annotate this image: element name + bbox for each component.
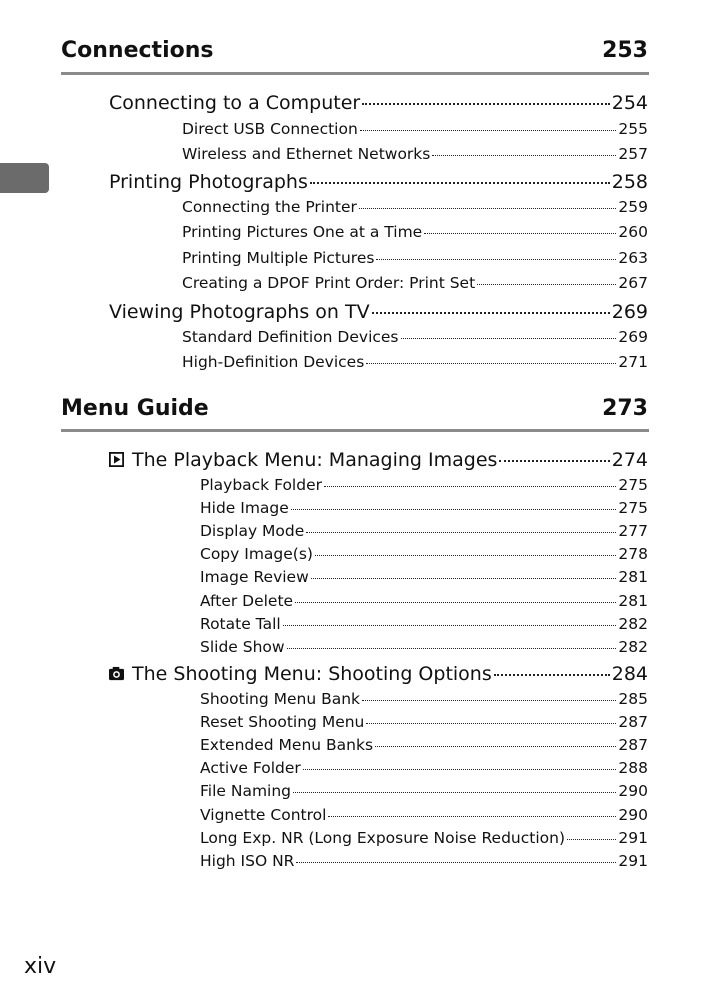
toc-entry [200, 734, 648, 756]
toc-entry-title [109, 661, 492, 687]
toc-leader-dots [372, 312, 610, 314]
section-title: Menu Guide [61, 396, 209, 421]
toc-entry-title: Extended Menu Banks [200, 736, 374, 754]
toc-entry [200, 636, 648, 658]
toc-entry-page: 271 [618, 353, 648, 371]
toc-entry-page: 284 [611, 663, 648, 685]
toc-entry-title: High ISO NR [200, 852, 295, 870]
toc-entry-title: Wireless and Ethernet Networks [182, 145, 431, 163]
toc-leader-dots [567, 839, 616, 840]
toc-entry-title: After Delete [200, 592, 294, 610]
toc-entry [182, 196, 648, 218]
toc-entry [182, 272, 648, 294]
toc-leader-dots [283, 625, 617, 626]
toc-entry-title: Printing Pictures One at a Time [182, 223, 423, 241]
toc-entry-page: 277 [618, 522, 648, 540]
toc-entry [182, 247, 648, 269]
toc-entry-page: 274 [611, 449, 648, 471]
toc-entry-page: 260 [618, 223, 648, 241]
toc-entry [200, 566, 648, 588]
toc-entry-title: High-Definition Devices [182, 353, 365, 371]
toc-entry-title: Reset Shooting Menu [200, 713, 365, 731]
toc-entry [200, 520, 648, 542]
toc-entry [109, 90, 648, 116]
toc-entry-page: 291 [618, 852, 648, 870]
toc-entry-title: Copy Image(s) [200, 545, 313, 563]
toc-leader-dots [324, 486, 616, 487]
toc-entry [182, 351, 648, 373]
toc-leader-dots [359, 208, 616, 209]
toc-leader-dots [424, 233, 616, 234]
section-heading-connections [61, 36, 648, 66]
toc-leader-dots [295, 602, 616, 603]
toc-leader-dots [432, 155, 616, 156]
toc-entry-page: 288 [618, 759, 648, 777]
shooting-menu-icon [109, 666, 124, 681]
toc-entry [109, 299, 648, 325]
section-title: Connections [61, 38, 214, 63]
toc-leader-dots [366, 723, 616, 724]
toc-entry-title: Playback Folder [200, 476, 322, 494]
section-heading-menu-guide [61, 394, 648, 424]
toc-entry-page: 281 [618, 592, 648, 610]
toc-entry-title: Hide Image [200, 499, 289, 517]
toc-entry-title: Long Exp. NR (Long Exposure Noise Reduction) [200, 829, 566, 847]
toc-entry [200, 757, 648, 779]
toc-entry-title-text: The Playback Menu: Managing Images [132, 449, 498, 471]
toc-entry-title: Connecting the Printer [182, 198, 357, 216]
toc-entry [200, 497, 648, 519]
toc-entry-page: 269 [618, 328, 648, 346]
toc-leader-dots [494, 674, 610, 676]
toc-entry-page: 285 [618, 690, 648, 708]
section-rule [61, 72, 649, 75]
toc-leader-dots [306, 532, 616, 533]
toc-leader-dots [376, 259, 616, 260]
toc-entry-title: Standard Definition Devices [182, 328, 399, 346]
toc-entry [182, 326, 648, 348]
toc-entry-title: Display Mode [200, 522, 305, 540]
toc-entry [200, 474, 648, 496]
toc-entry-title: Slide Show [200, 638, 285, 656]
toc-entry-page: 263 [618, 249, 648, 267]
toc-entry [200, 590, 648, 612]
toc-entry [182, 118, 648, 140]
toc-entry-page: 269 [611, 301, 648, 323]
toc-leader-dots [311, 578, 617, 579]
toc-entry-page: 275 [618, 499, 648, 517]
toc-leader-dots [328, 816, 616, 817]
toc-leader-dots [315, 555, 616, 556]
toc-entry-page: 259 [618, 198, 648, 216]
toc-leader-dots [401, 338, 617, 339]
toc-entry-page: 257 [618, 145, 648, 163]
toc-entry [109, 447, 648, 473]
toc-entry-title: Viewing Photographs on TV [109, 301, 370, 323]
toc-leader-dots [310, 182, 610, 184]
toc-entry [182, 143, 648, 165]
toc-entry [200, 711, 648, 733]
chapter-tab-marker [0, 163, 49, 193]
toc-entry-title: Image Review [200, 568, 309, 586]
toc-entry [200, 850, 648, 872]
toc-entry-title: Shooting Menu Bank [200, 690, 361, 708]
toc-entry-page: 282 [618, 638, 648, 656]
toc-leader-dots [366, 363, 616, 364]
toc-entry-page: 290 [618, 782, 648, 800]
playback-menu-icon [109, 452, 124, 467]
toc-entry-page: 254 [611, 92, 648, 114]
toc-leader-dots [291, 509, 617, 510]
toc-entry-title: Printing Multiple Pictures [182, 249, 375, 267]
toc-entry [109, 169, 648, 195]
toc-entry-page: 291 [618, 829, 648, 847]
toc-leader-dots [375, 746, 616, 747]
toc-leader-dots [303, 769, 617, 770]
toc-entry-title: Vignette Control [200, 806, 327, 824]
section-page: 253 [602, 38, 648, 63]
toc-entry-page: 278 [618, 545, 648, 563]
toc-entry-page: 290 [618, 806, 648, 824]
toc-entry-title: Rotate Tall [200, 615, 281, 633]
toc-entry [182, 221, 648, 243]
toc-entry [200, 827, 648, 849]
toc-leader-dots [287, 648, 617, 649]
section-page: 273 [602, 396, 648, 421]
toc-entry-title: Connecting to a Computer [109, 92, 361, 114]
toc-leader-dots [499, 460, 609, 462]
toc-entry [200, 613, 648, 635]
toc-leader-dots [477, 284, 616, 285]
toc-entry-title: Direct USB Connection [182, 120, 358, 138]
toc-entry-title: Printing Photographs [109, 171, 308, 193]
toc-entry-title [109, 447, 497, 473]
toc-entry-title: File Naming [200, 782, 292, 800]
toc-leader-dots [296, 862, 616, 863]
toc-leader-dots [360, 130, 617, 131]
toc-entry-title-text: The Shooting Menu: Shooting Options [132, 663, 492, 685]
toc-entry-page: 267 [618, 274, 648, 292]
page-number: xiv [24, 954, 57, 979]
toc-leader-dots [362, 103, 610, 105]
toc-entry [200, 804, 648, 826]
toc-entry-title: Creating a DPOF Print Order: Print Set [182, 274, 476, 292]
toc-entry [200, 688, 648, 710]
toc-entry-page: 282 [618, 615, 648, 633]
toc-entry-page: 258 [611, 171, 648, 193]
toc-leader-dots [362, 700, 616, 701]
toc-entry-title: Active Folder [200, 759, 301, 777]
toc-entry-page: 281 [618, 568, 648, 586]
toc-entry-page: 255 [618, 120, 648, 138]
toc-entry [109, 661, 648, 687]
section-rule [61, 429, 649, 432]
toc-entry-page: 275 [618, 476, 648, 494]
toc-entry-page: 287 [618, 713, 648, 731]
toc-leader-dots [293, 792, 616, 793]
toc-entry [200, 780, 648, 802]
toc-entry [200, 543, 648, 565]
toc-entry-page: 287 [618, 736, 648, 754]
